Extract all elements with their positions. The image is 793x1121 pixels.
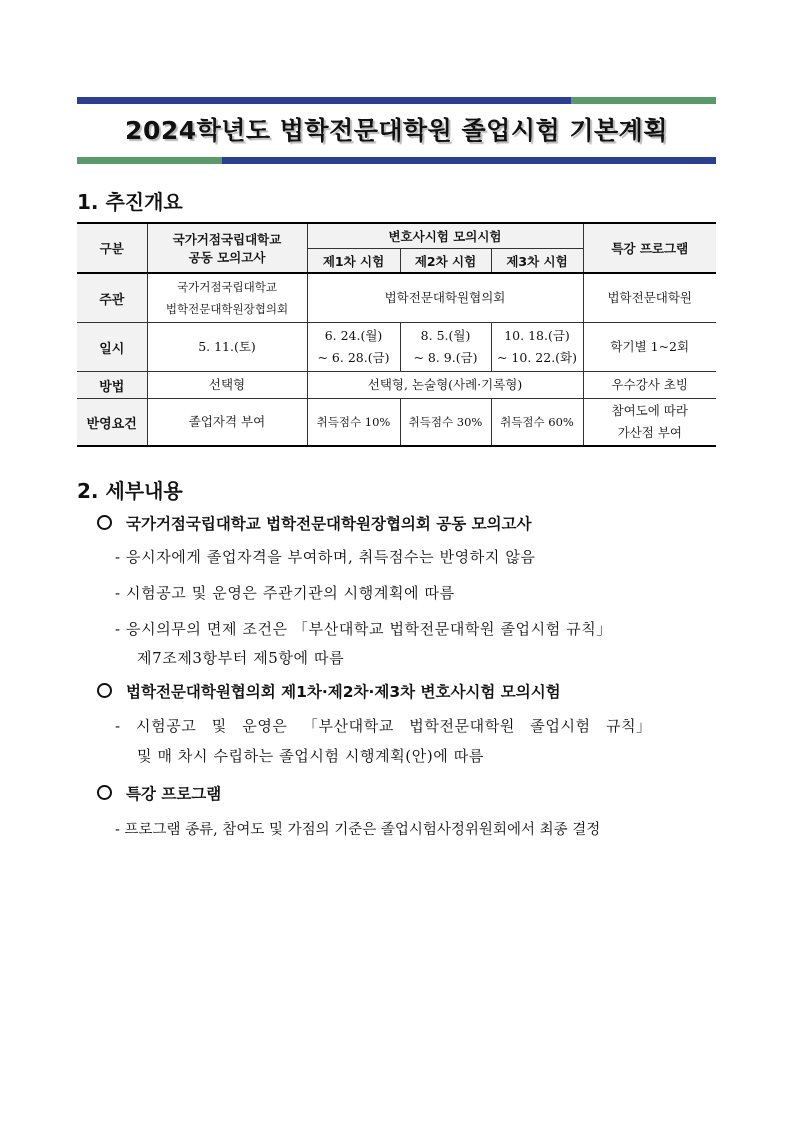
row-label-reflect: 반영요건: [77, 399, 147, 447]
detail-item-lecture-title: [97, 782, 221, 804]
date-round2-start: 8. 5.(월): [420, 328, 471, 343]
date-consortium: 5. 11.(토): [147, 323, 307, 372]
title-bar-top-blue: [77, 97, 571, 104]
row-label-date: 일시: [77, 323, 147, 372]
detail-item-consortium-title: [97, 512, 532, 534]
section-2-heading: 2. 세부내용: [77, 479, 183, 503]
date-lecture: 학기별 1~2회: [583, 323, 716, 372]
date-round3: [491, 323, 583, 372]
reflect-round1: 취득점수 10%: [307, 399, 400, 447]
host-lecture: 법학전문대학원: [583, 273, 716, 323]
reflect-round2: 취득점수 30%: [400, 399, 491, 447]
detail-item-lecture-text: 특강 프로그램: [126, 785, 222, 803]
header-consortium-line1: 국가거점국립대학교: [172, 232, 282, 247]
header-bar-mock: 변호사시험 모의시험: [307, 223, 583, 249]
host-consortium: [147, 273, 307, 323]
host-bar-mock: 법학전문대학원협의회: [307, 273, 583, 323]
title-bar-top-green: [571, 97, 716, 104]
date-round2: [400, 323, 491, 372]
host-consortium-line2: 법학전문대학원장협의회: [165, 302, 289, 316]
table-row-date: [77, 323, 716, 372]
table-row-host: [77, 273, 716, 323]
row-label-host: 주관: [77, 273, 147, 323]
title-bar-bottom-green: [77, 157, 222, 164]
title-bar-bottom-blue: [222, 157, 716, 164]
detail-item-consortium-text: 국가거점국립대학교 법학전문대학원장협의회 공동 모의고사: [126, 515, 532, 533]
host-consortium-line1: 국가거점국립대학교: [177, 280, 277, 294]
detail-bar-mock-line1-cont: 및 매 차시 수립하는 졸업시험 시행계획(안)에 따름: [137, 747, 484, 765]
table-row-reflect: [77, 399, 716, 447]
header-round3: 제3차 시험: [491, 249, 583, 274]
detail-item-bar-mock-title: [97, 680, 561, 702]
overview-table: [77, 222, 716, 447]
reflect-round3: 취득점수 60%: [491, 399, 583, 447]
method-consortium: 선택형: [147, 372, 307, 399]
detail-bar-mock-line1: - 시험공고 및 운영은 「부산대학교 법학전문대학원 졸업시험 규칙」: [115, 717, 652, 735]
reflect-lecture-line2: 가산점 부여: [617, 425, 682, 440]
header-consortium: [147, 223, 307, 273]
header-round1: 제1차 시험: [307, 249, 400, 274]
document-title: 2024학년도 법학전문대학원 졸업시험 기본계획: [125, 116, 668, 145]
date-round3-start: 10. 18.(금): [504, 328, 570, 343]
detail-item-bar-mock-text: 법학전문대학원협의회 제1차·제2차·제3차 변호사시험 모의시험: [126, 683, 561, 701]
detail-consortium-line3-cont: 제7조제3항부터 제5항에 따름: [137, 649, 345, 667]
section-1-heading: 1. 추진개요: [77, 190, 183, 214]
header-category: 구분: [77, 223, 147, 273]
date-round2-end: ~ 8. 9.(금): [413, 350, 478, 365]
header-consortium-line2: 공동 모의고사: [188, 250, 266, 265]
date-round1: [307, 323, 400, 372]
table-row-method: [77, 372, 716, 399]
header-round2: 제2차 시험: [400, 249, 491, 274]
method-lecture: 우수강사 초빙: [583, 372, 716, 399]
method-bar-mock: 선택형, 논술형(사례·기록형): [307, 372, 583, 399]
circle-bullet-icon: [97, 683, 112, 698]
date-round1-start: 6. 24.(월): [324, 328, 383, 343]
detail-consortium-line2: - 시험공고 및 운영은 주관기관의 시행계획에 따름: [115, 584, 455, 602]
date-round1-end: ~ 6. 28.(금): [317, 350, 390, 365]
row-label-method: 방법: [77, 372, 147, 399]
reflect-lecture: [583, 399, 716, 447]
header-lecture: 특강 프로그램: [583, 223, 716, 273]
circle-bullet-icon: [97, 785, 112, 800]
date-round3-end: ~ 10. 22.(화): [496, 350, 577, 365]
reflect-consortium: 졸업자격 부여: [147, 399, 307, 447]
detail-consortium-line1: - 응시자에게 졸업자격을 부여하며, 취득점수는 반영하지 않음: [115, 548, 536, 566]
reflect-lecture-line1: 참여도에 따라: [611, 403, 688, 418]
detail-lecture-line1: - 프로그램 종류, 참여도 및 가점의 기준은 졸업시험사정위원회에서 최종 결정: [115, 822, 601, 838]
circle-bullet-icon: [97, 515, 112, 530]
detail-consortium-line3: - 응시의무의 면제 조건은 「부산대학교 법학전문대학원 졸업시험 규칙」: [115, 620, 612, 638]
